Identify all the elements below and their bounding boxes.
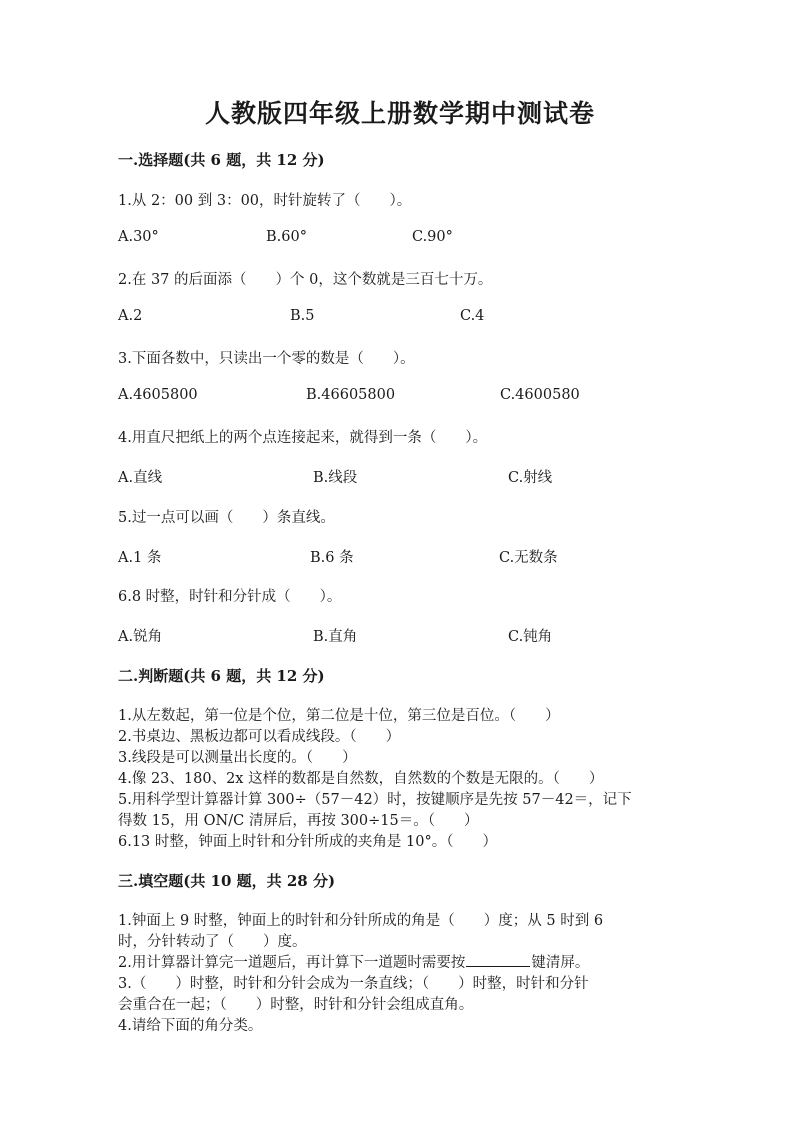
option-b: B.5 (290, 308, 315, 324)
fill-text-after-blank: 键清屏。 (531, 955, 590, 971)
option-c: C.4 (460, 308, 485, 324)
judge-line: 1.从左数起，第一位是个位，第二位是十位，第三位是百位。（ ） (118, 708, 560, 724)
option-a: A.锐角 (118, 629, 163, 645)
option-a: A.30° (118, 229, 159, 245)
section-heading-judge: 二.判断题(共 6 题，共 12 分) (118, 667, 325, 685)
fill-line: 3.（ ）时整，时针和分针会成为一条直线；（ ）时整，时针和分针 (118, 976, 589, 992)
judge-line: 2.书桌边、黑板边都可以看成线段。（ ） (118, 729, 401, 745)
fill-line: 会重合在一起；（ ）时整，时针和分针会组成直角。 (118, 997, 474, 1013)
question-stem: 5.过一点可以画（ ）条直线。 (118, 510, 335, 526)
option-b: B.线段 (313, 470, 358, 486)
answer-blank (466, 954, 530, 967)
option-a: A.4605800 (118, 387, 198, 403)
option-b: B.直角 (313, 629, 358, 645)
option-a: A.1 条 (118, 550, 162, 566)
judge-line: 3.线段是可以测量出长度的。（ ） (118, 750, 357, 766)
option-a: A.2 (118, 308, 143, 324)
section-heading-fill: 三.填空题(共 10 题，共 28 分) (118, 872, 336, 890)
question-stem: 6.8 时整，时针和分针成（ ）。 (118, 589, 342, 605)
option-a: A.直线 (118, 470, 163, 486)
option-c: C.无数条 (499, 550, 558, 566)
fill-line-with-blank (118, 951, 589, 972)
section-heading-choice: 一.选择题(共 6 题，共 12 分) (118, 151, 325, 169)
judge-line: 6.13 时整，钟面上时针和分针所成的夹角是 10°。（ ） (118, 834, 497, 850)
option-b: B.6 条 (310, 550, 354, 566)
question-stem: 2.在 37 的后面添（ ）个 0，这个数就是三百七十万。 (118, 272, 493, 288)
fill-text-before-blank: 2.用计算器计算完一道题后，再计算下一道题时需要按 (118, 955, 466, 971)
judge-line: 4.像 23、180、2x 这样的数都是自然数，自然数的个数是无限的。（ ） (118, 771, 604, 787)
option-c: C.4600580 (500, 387, 580, 403)
judge-line: 5.用科学型计算器计算 300÷（57－42）时，按键顺序是先按 57－42＝，记下 (118, 792, 632, 808)
fill-line: 1.钟面上 9 时整，钟面上的时针和分针所成的角是（ ）度；从 5 时到 6 (118, 913, 604, 929)
option-c: C.射线 (508, 470, 553, 486)
judge-line: 得数 15，用 ON/C 清屏后，再按 300÷15＝。（ ） (118, 813, 479, 829)
option-b: B.60° (266, 229, 307, 245)
fill-line: 时，分针转动了（ ）度。 (118, 934, 307, 950)
question-stem: 1.从 2：00 到 3：00，时针旋转了（ ）。 (118, 193, 412, 209)
option-b: B.46605800 (306, 387, 396, 403)
fill-line: 4.请给下面的角分类。 (118, 1018, 263, 1034)
question-stem: 4.用直尺把纸上的两个点连接起来，就得到一条（ ）。 (118, 430, 488, 446)
option-c: C.90° (412, 229, 453, 245)
option-c: C.钝角 (508, 629, 553, 645)
question-stem: 3.下面各数中，只读出一个零的数是（ ）。 (118, 351, 415, 367)
page-title: 人教版四年级上册数学期中测试卷 (204, 99, 595, 128)
